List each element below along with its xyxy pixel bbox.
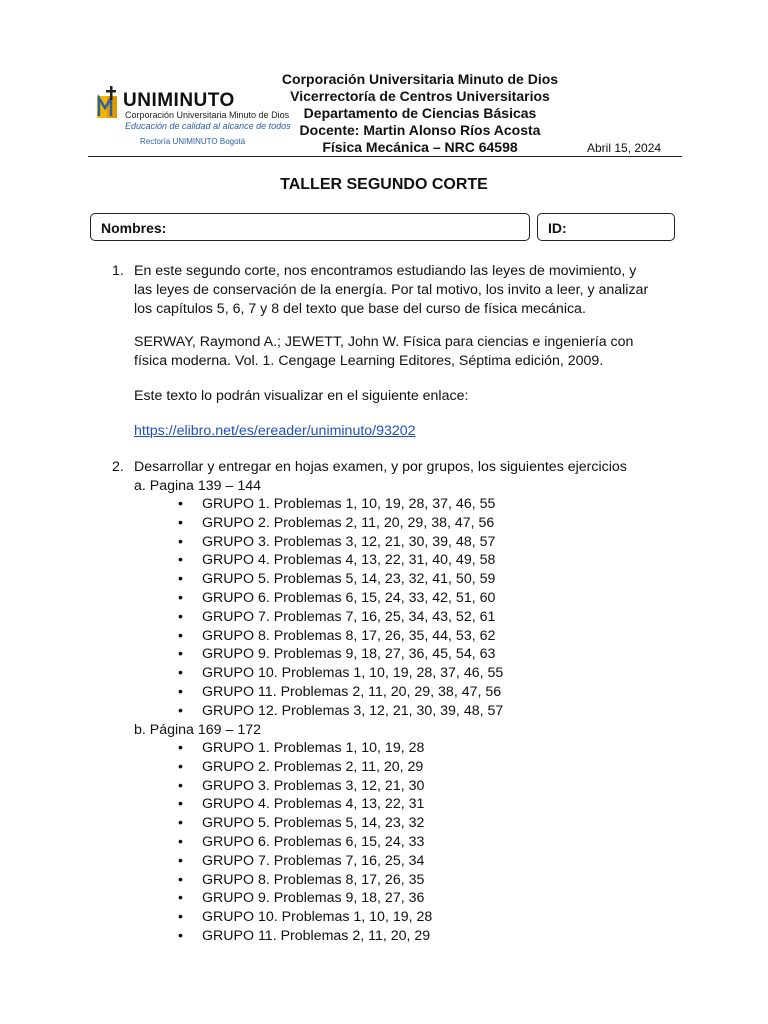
item-1-link-intro: Este texto lo podrán visualizar en el siguiente enlace: — [134, 388, 469, 404]
elibro-link[interactable]: https://elibro.net/es/ereader/uniminuto/93202 — [134, 423, 416, 439]
group-problems-text: GRUPO 1. Problemas 1, 10, 19, 28, 37, 46, 55 — [202, 496, 496, 512]
group-problems-text: GRUPO 6. Problemas 6, 15, 24, 33 — [202, 833, 425, 850]
item-1-number: 1. — [112, 263, 124, 279]
sub-item-b: b. Página 169 – 172 — [134, 722, 262, 738]
bullet-icon: • — [178, 777, 183, 794]
item-1-reference — [134, 333, 682, 371]
bullet-icon: • — [178, 833, 183, 850]
group-problems-text: GRUPO 4. Problemas 4, 13, 22, 31 — [202, 796, 425, 813]
text-line: los capítulos 5, 6, 7 y 8 del texto que base del curso de física mecánica. — [134, 300, 586, 317]
group-problems-text: GRUPO 8. Problemas 8, 17, 26, 35 — [202, 871, 425, 888]
group-problems-text: GRUPO 11. Problemas 2, 11, 20, 29, 38, 47, 56 — [202, 683, 502, 700]
group-problems-text: GRUPO 6. Problemas 6, 15, 24, 33, 42, 51, 60 — [202, 589, 496, 606]
bullet-icon: • — [178, 646, 183, 663]
item-2-intro: Desarrollar y entregar en hojas examen, y por grupos, los siguientes ejercicios — [134, 459, 627, 475]
bullet-icon: • — [178, 927, 183, 944]
text-line: física moderna. Vol. 1. Cengage Learning Editores, Séptima edición, 2009. — [134, 352, 604, 369]
group-problems-text: GRUPO 5. Problemas 5, 14, 23, 32, 41, 50, 59 — [202, 571, 496, 588]
group-problems-text: GRUPO 11. Problemas 2, 11, 20, 29 — [202, 927, 431, 944]
item-1-paragraph-1 — [134, 262, 682, 318]
group-problems-text: GRUPO 8. Problemas 8, 17, 26, 35, 44, 53, 62 — [202, 627, 496, 644]
header-divider — [88, 156, 682, 157]
text-line: las leyes de conservación de la energía. Por tal motivo, los invito a leer, y analizar — [134, 281, 649, 298]
bullet-icon: • — [178, 608, 183, 625]
logo-wordmark: UNIMINUTO — [123, 90, 235, 111]
logo-campus: Rectoría UNIMINUTO Bogotá — [140, 137, 246, 146]
group-problems-text: GRUPO 3. Problemas 3, 12, 21, 30 — [202, 777, 425, 794]
bullet-icon: • — [178, 533, 183, 550]
header-line-2: Vicerrectoría de Centros Universitarios — [290, 88, 550, 104]
bullet-icon: • — [178, 815, 183, 832]
bullet-icon: • — [178, 852, 183, 869]
bullet-icon: • — [178, 683, 183, 700]
group-problems-text: GRUPO 9. Problemas 9, 18, 27, 36, 45, 54, 63 — [202, 646, 496, 663]
header-line-5: Física Mecánica – NRC 64598 — [322, 139, 518, 155]
sub-item-a: a. Pagina 139 – 144 — [134, 478, 262, 494]
bullet-icon: • — [178, 496, 183, 512]
institution-header — [250, 71, 590, 156]
group-problems-text: GRUPO 3. Problemas 3, 12, 21, 30, 39, 48, 57 — [202, 533, 496, 550]
bullet-icon: • — [178, 890, 183, 907]
logo-subtitle: Corporación Universitaria Minuto de Dios — [125, 110, 290, 120]
header-line-4: Docente: Martin Alonso Ríos Acosta — [299, 122, 541, 138]
header-line-1: Corporación Universitaria Minuto de Dios — [281, 71, 559, 87]
uniminuto-emblem-icon — [95, 86, 125, 120]
item-1-link-wrap — [134, 422, 682, 441]
uniminuto-logo — [95, 80, 291, 150]
group-problems-text: GRUPO 4. Problemas 4, 13, 22, 31, 40, 49, 58 — [202, 552, 496, 569]
group-problems-text: GRUPO 12. Problemas 3, 12, 21, 30, 39, 48, 57 — [202, 702, 504, 719]
item-2-number: 2. — [112, 459, 124, 475]
id-field[interactable] — [537, 213, 675, 241]
group-problems-text: GRUPO 9. Problemas 9, 18, 27, 36 — [202, 890, 425, 907]
group-problems-text: GRUPO 2. Problemas 2, 11, 20, 29, 38, 47, 56 — [202, 514, 495, 531]
bullet-icon: • — [178, 552, 183, 569]
page-title: TALLER SEGUNDO CORTE — [280, 176, 488, 193]
bullet-icon: • — [178, 589, 183, 606]
bullet-icon: • — [178, 796, 183, 813]
bullet-icon: • — [178, 665, 183, 682]
text-line: En este segundo corte, nos encontramos estudiando las leyes de movimiento, y — [134, 263, 637, 279]
id-label: ID: — [548, 220, 567, 236]
bullet-icon: • — [178, 514, 183, 531]
group-problems-text: GRUPO 10. Problemas 1, 10, 19, 28, 37, 46, 55 — [202, 665, 504, 682]
bullet-icon: • — [178, 571, 183, 588]
group-problems-text: GRUPO 7. Problemas 7, 16, 25, 34, 43, 52, 61 — [202, 608, 496, 625]
group-problems-text: GRUPO 2. Problemas 2, 11, 20, 29 — [202, 758, 424, 775]
bullet-icon: • — [178, 909, 183, 926]
bullet-icon: • — [178, 702, 183, 719]
bullet-icon: • — [178, 740, 183, 756]
bullet-icon: • — [178, 627, 183, 644]
logo-tagline: Educación de calidad al alcance de todos — [125, 121, 291, 131]
bullet-icon: • — [178, 871, 183, 888]
names-field[interactable] — [90, 213, 530, 241]
group-problems-text: GRUPO 7. Problemas 7, 16, 25, 34 — [202, 852, 425, 869]
document-date: Abril 15, 2024 — [587, 141, 662, 155]
text-line: SERWAY, Raymond A.; JEWETT, John W. Física para ciencias e ingeniería con — [134, 334, 634, 350]
header-line-3: Departamento de Ciencias Básicas — [303, 105, 537, 121]
group-problems-text: GRUPO 1. Problemas 1, 10, 19, 28 — [202, 740, 425, 756]
names-label: Nombres: — [101, 220, 167, 236]
group-problems-text: GRUPO 10. Problemas 1, 10, 19, 28 — [202, 909, 433, 926]
bullet-icon: • — [178, 758, 183, 775]
group-problems-text: GRUPO 5. Problemas 5, 14, 23, 32 — [202, 815, 425, 832]
